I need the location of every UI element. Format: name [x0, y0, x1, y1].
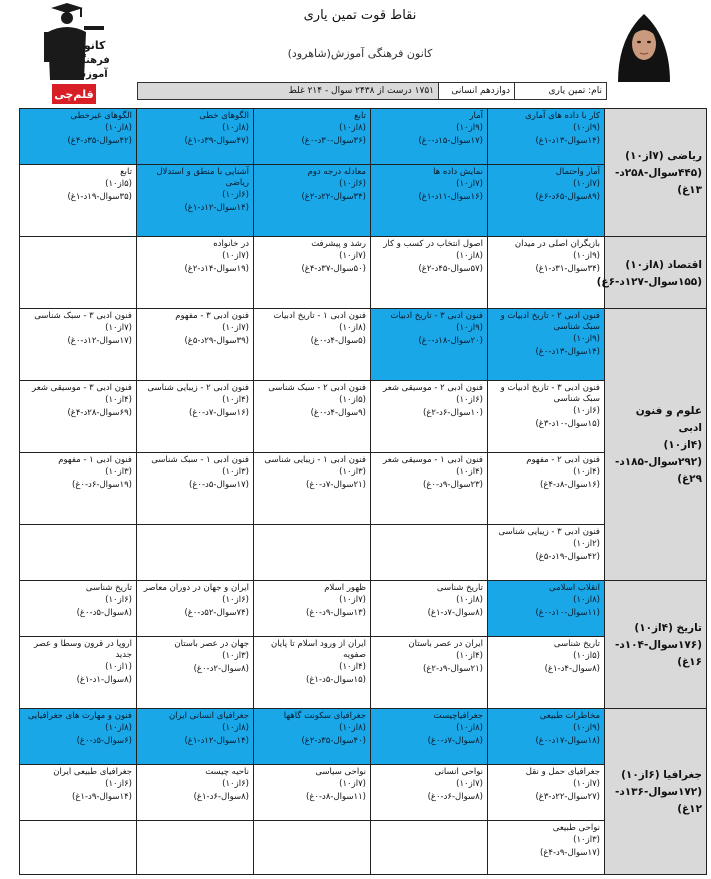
topic-cell [488, 525, 605, 581]
topic-title: جغرافیاچیست [433, 711, 483, 721]
topic-cell [20, 381, 137, 453]
topic-title: کار با داده های آماری [525, 111, 600, 121]
topic-score: (۶از۱۰) [222, 779, 249, 789]
topic-title: مخاطرات طبیعی [539, 711, 600, 721]
topic-cell [371, 581, 488, 637]
topic-score: (۹از۱۰) [573, 251, 600, 261]
topic-title: الگوهای غیرخطی [70, 111, 132, 121]
topic-stats: (۵سوال-۴د-۰غ) [310, 336, 366, 346]
topic-stats: (۲۳سوال-۹د-۰غ) [423, 480, 483, 490]
topic-cell [20, 525, 137, 581]
table-row [20, 525, 707, 581]
topic-score: (۹از۱۰) [573, 723, 600, 733]
topic-stats: (۲۷سوال-۲۲د-۳غ) [535, 792, 600, 802]
topic-score: (۸از۱۰) [105, 123, 132, 133]
topic-title: اصول انتخاب در کسب و کار [383, 239, 483, 249]
topic-score: (۷از۱۰) [222, 323, 249, 333]
topic-stats: (۱۷سوال-۱۲د-۰غ) [67, 336, 132, 346]
lesson-label: تاریخ (۴از۱۰) (۱۷۶سوال-۱۰۴د- ۱۶غ) [614, 622, 702, 668]
table-row [20, 709, 707, 765]
topic-title: تاریخ شناسی [436, 583, 483, 593]
topic-title: انقلاب اسلامی [549, 583, 600, 593]
topic-title: نواحی انسانی [434, 767, 483, 777]
lesson-label: جغرافیا (۶از۱۰) (۱۷۲سوال-۱۳۶د- ۱۲غ) [614, 769, 702, 815]
logo-line-4: قلم‌چی [54, 88, 94, 101]
topic-stats: (۱۶سوال-۷د-۰غ) [189, 408, 249, 418]
lesson-header [596, 237, 707, 309]
topic-stats: (۱۹سوال-۶د-۰غ) [72, 480, 132, 490]
topic-cell [137, 765, 254, 821]
topic-title: فنون ادبی ۱ - تاریخ ادبیات [273, 311, 366, 321]
topic-score: (۵از۱۰) [105, 179, 132, 189]
table-row [20, 453, 707, 525]
topic-score: (۷از۱۰) [456, 179, 483, 189]
topic-title: فنون ادبی ۳ - تاریخ ادبیات و سبک شناسی [500, 383, 600, 404]
topic-score: (۷از۱۰) [573, 179, 600, 189]
topic-score: (۹از۱۰) [456, 323, 483, 333]
topic-title: تاریخ شناسی [85, 583, 132, 593]
topic-cell [488, 237, 605, 309]
topic-title: فنون ادبی ۳ - موسیقی شعر [32, 383, 132, 393]
topic-cell [371, 237, 488, 309]
table-row [20, 637, 707, 709]
topic-score: (۵از۱۰) [339, 395, 366, 405]
topic-title: فنون ادبی ۱ - سبک شناسی [151, 455, 249, 465]
table-row [20, 165, 707, 237]
topic-score: (۳از۱۰) [105, 467, 132, 477]
topic-stats: (۳۴سوال-۲۲د-۲غ) [301, 192, 366, 202]
topic-cell [488, 821, 605, 875]
table-row [20, 381, 707, 453]
topic-title: فنون و مهارت های جغرافیایی [27, 711, 132, 721]
topic-stats: (۸سوال-۵د-۰غ) [76, 608, 132, 618]
topic-stats: (۱۷سوال-۵د-۰غ) [189, 480, 249, 490]
topic-stats: (۹سوال-۴د-۰غ) [310, 408, 366, 418]
topic-cell [371, 309, 488, 381]
topic-score: (۴از۱۰) [456, 651, 483, 661]
topic-title: اروپا در قرون وسطا و عصر جدید [33, 639, 132, 660]
topic-cell [254, 765, 371, 821]
topic-score: (۷از۱۰) [573, 779, 600, 789]
topic-title: جهان در عصر باستان [174, 639, 249, 649]
topic-stats: (۳۶سوال-۳۰د-۰غ) [301, 136, 366, 146]
topic-cell [20, 821, 137, 875]
student-photo [612, 6, 676, 82]
topic-cell [488, 109, 605, 165]
topic-cell [137, 309, 254, 381]
topic-cell [20, 453, 137, 525]
topic-title: جغرافیای انسانی ایران [168, 711, 249, 721]
topic-score: (۷از۱۰) [339, 779, 366, 789]
topic-stats: (۶۹سوال-۲۸د-۴غ) [67, 408, 132, 418]
topic-title: آمار [469, 111, 483, 121]
topic-score: (۶از۱۰) [339, 179, 366, 189]
topic-title: بازیگران اصلی در میدان [514, 239, 600, 249]
lesson-header [605, 109, 707, 237]
topic-cell [137, 709, 254, 765]
topic-cell [254, 709, 371, 765]
logo-line-1: کانون [74, 39, 106, 52]
topic-score: (۴از۱۰) [222, 395, 249, 405]
topic-score: (۶از۱۰) [456, 395, 483, 405]
topic-title: فنون ادبی ۳ - مفهوم [175, 311, 249, 321]
topic-score: (۷از۱۰) [105, 323, 132, 333]
topic-stats: (۱۴سوال-۱۲د-۱غ) [184, 736, 249, 746]
topic-score: (۳از۱۰) [573, 835, 600, 845]
topic-cell [20, 637, 137, 709]
topic-score: (۲از۱۰) [573, 539, 600, 549]
topic-title: در خانواده [213, 239, 249, 249]
topic-title: نواحی سیاسی [315, 767, 366, 777]
topic-stats: (۸سوال-۷د-۰غ) [427, 736, 483, 746]
topic-cell [20, 709, 137, 765]
topic-stats: (۸سوال-۷د-۱غ) [427, 608, 483, 618]
topic-stats: (۱۷سوال-۹د-۴غ) [540, 848, 600, 858]
topic-cell [371, 525, 488, 581]
topic-stats: (۱۳سوال-۹د-۰غ) [306, 608, 366, 618]
topic-stats: (۲۱سوال-۹د-۲غ) [423, 664, 483, 674]
topic-score: (۸از۱۰) [222, 123, 249, 133]
topic-score: (۶از۱۰) [222, 595, 249, 605]
topic-title: جغرافیای سکونت گاهها [283, 711, 366, 721]
topic-stats: (۳۴سوال-۳۱د-۱غ) [535, 264, 600, 274]
topic-cell [137, 381, 254, 453]
topic-score: (۶از۱۰) [222, 190, 249, 200]
topic-stats: (۸سوال-۶د-۱غ) [193, 792, 249, 802]
topic-score: (۸از۱۰) [573, 595, 600, 605]
topic-title: فنون ادبی ۲ - موسیقی شعر [383, 383, 483, 393]
topic-stats: (۱۱سوال-۸د-۰غ) [306, 792, 366, 802]
topic-title: معادله درجه دوم [307, 167, 366, 177]
topic-stats: (۱۶سوال-۸د-۴غ) [540, 480, 600, 490]
topic-score: (۸از۱۰) [105, 723, 132, 733]
topic-stats: (۱۶سوال-۱۱د-۱غ) [418, 192, 483, 202]
topic-title: فنون ادبی ۲ - زیبایی شناسی [147, 383, 249, 393]
topic-cell [254, 581, 371, 637]
topic-title: فنون ادبی ۲ - مفهوم [526, 455, 600, 465]
topic-stats: (۱۷سوال-۱۵د-۰غ) [418, 136, 483, 146]
topic-cell [371, 453, 488, 525]
lesson-header [605, 709, 707, 875]
topic-cell [488, 581, 605, 637]
topic-cell [254, 165, 371, 237]
topic-stats: (۴۷سوال-۳۹د-۱غ) [184, 136, 249, 146]
topic-cell [137, 453, 254, 525]
page-title: نقاط قوت تمین یاری [303, 8, 417, 23]
topic-stats: (۳۵سوال-۱۹د-۱غ) [67, 192, 132, 202]
topic-score: (۷از۱۰) [339, 251, 366, 261]
topic-cell [371, 709, 488, 765]
topic-title: فنون ادبی ۳ - سبک شناسی [34, 311, 132, 321]
topic-cell [137, 581, 254, 637]
topic-stats: (۱۴سوال-۱۲د-۱غ) [184, 203, 249, 213]
topic-stats: (۱۸سوال-۱۷د-۰غ) [535, 736, 600, 746]
topic-title: آشنایی با منطق و استدلال ریاضی [156, 167, 249, 188]
topic-score: (۷از۱۰) [456, 779, 483, 789]
topic-cell [488, 381, 605, 453]
topic-title: جغرافیای حمل و نقل [525, 767, 600, 777]
topic-title: نمایش داده ها [433, 167, 483, 177]
topic-cell [254, 309, 371, 381]
topic-cell [371, 109, 488, 165]
topic-title: جغرافیای طبیعی ایران [53, 767, 132, 777]
topic-cell [137, 109, 254, 165]
topic-title: رشد و پیشرفت [311, 239, 366, 249]
topic-cell [254, 525, 371, 581]
topic-score: (۶از۱۰) [105, 595, 132, 605]
topic-stats: (۲۰سوال-۱۸د-۰غ) [418, 336, 483, 346]
topic-cell [488, 453, 605, 525]
topic-stats: (۱۵سوال-۱۰د-۳غ) [535, 419, 600, 429]
topic-stats: (۴۲سوال-۳۵د-۴غ) [67, 136, 132, 146]
topic-stats: (۱۴سوال-۱۳د-۰غ) [535, 347, 600, 357]
topic-cell [488, 309, 605, 381]
topic-cell [254, 109, 371, 165]
topic-cell [20, 309, 137, 381]
topic-title: فنون ادبی ۲ - سبک شناسی [268, 383, 366, 393]
topic-stats: (۷۴سوال-۵۲د-۰غ) [184, 608, 249, 618]
topic-cell [20, 109, 137, 165]
topic-cell [137, 165, 254, 237]
topic-stats: (۸۹سوال-۶۵د-۶غ) [535, 192, 600, 202]
strengths-table [19, 108, 707, 875]
topic-score: (۶از۱۰) [105, 779, 132, 789]
topic-cell [137, 525, 254, 581]
topic-title: ایران از ورود اسلام تا پایان صفویه [270, 639, 366, 660]
topic-score: (۴از۱۰) [105, 395, 132, 405]
topic-stats: (۸سوال-۴د-۱غ) [544, 664, 600, 674]
lesson-label: اقتصاد (۸از۱۰) (۱۵۵سوال-۱۲۷د-۶غ) [596, 258, 702, 288]
student-info-table [137, 82, 607, 100]
topic-title: تابع [120, 167, 132, 177]
lesson-label: ریاضی (۷از۱۰) (۴۴۵سوال-۲۵۸د- ۱۳غ) [614, 150, 702, 196]
student-name: نام: تمین یاری [515, 83, 607, 100]
topic-score: (۳از۱۰) [222, 651, 249, 661]
topic-cell [20, 581, 137, 637]
topic-cell [488, 709, 605, 765]
topic-stats: (۱۹سوال-۱۴د-۲غ) [184, 264, 249, 274]
topic-cell [20, 237, 137, 309]
topic-score: (۸از۱۰) [339, 323, 366, 333]
topic-score: (۹از۱۰) [573, 334, 600, 344]
topic-cell [254, 237, 371, 309]
table-row [20, 309, 707, 381]
topic-score: (۶از۱۰) [573, 406, 600, 416]
table-row [20, 821, 707, 875]
topic-score: (۱از۱۰) [105, 662, 132, 672]
topic-cell [371, 381, 488, 453]
topic-stats: (۱۱سوال-۱۰د-۰غ) [535, 608, 600, 618]
topic-title: تابع [354, 111, 366, 121]
topic-score: (۵از۱۰) [573, 651, 600, 661]
topic-cell [20, 765, 137, 821]
topic-stats: (۸سوال-۱د-۱غ) [76, 675, 132, 685]
lesson-header [605, 581, 707, 709]
topic-cell [137, 237, 254, 309]
topic-title: تاریخ شناسی [553, 639, 600, 649]
topic-stats: (۱۴سوال-۹د-۱غ) [72, 792, 132, 802]
topic-cell [20, 165, 137, 237]
lesson-label: علوم و فنون ادبی (۴از۱۰) (۲۹۲سوال-۱۸۵د- ۲۹غ) [614, 405, 702, 485]
topic-title: فنون ادبی ۱ - موسیقی شعر [383, 455, 483, 465]
topic-cell [254, 821, 371, 875]
topic-score: (۹از۱۰) [573, 123, 600, 133]
table-row [20, 581, 707, 637]
topic-score: (۸از۱۰) [222, 723, 249, 733]
topic-cell [137, 637, 254, 709]
topic-title: ظهور اسلام [324, 583, 366, 593]
topic-cell [488, 765, 605, 821]
topic-cell [254, 381, 371, 453]
topic-title: ایران در عصر باستان [408, 639, 483, 649]
topic-stats: (۸سوال-۲د-۰غ) [193, 664, 249, 674]
student-grade: دوازدهم انسانی [439, 83, 515, 100]
topic-title: فنون ادبی ۱ - مفهوم [58, 455, 132, 465]
topic-score: (۸از۱۰) [456, 723, 483, 733]
topic-score: (۷از۱۰) [339, 595, 366, 605]
topic-title: آمار واحتمال [555, 167, 600, 177]
topic-score: (۸از۱۰) [339, 723, 366, 733]
topic-score: (۴از۱۰) [573, 467, 600, 477]
topic-stats: (۱۵سوال-۵د-۱غ) [306, 675, 366, 685]
logo-line-3: آموزش [72, 69, 108, 80]
topic-stats: (۱۰سوال-۶د-۲غ) [423, 408, 483, 418]
topic-title: نواحی طبیعی [552, 823, 600, 833]
table-row [20, 765, 707, 821]
topic-title: فنون ادبی ۲ - تاریخ ادبیات و سبک شناسی [500, 311, 600, 332]
topic-title: ناحیه چیست [205, 767, 249, 777]
topic-cell [371, 765, 488, 821]
topic-stats: (۲۱سوال-۷د-۰غ) [306, 480, 366, 490]
topic-score: (۹از۱۰) [456, 123, 483, 133]
topic-stats: (۸سوال-۶د-۰غ) [427, 792, 483, 802]
topic-score: (۸از۱۰) [456, 251, 483, 261]
kanoon-logo [34, 2, 108, 106]
institute-name: کانون فرهنگی آموزش(شاهرود) [287, 47, 433, 60]
table-row [20, 237, 707, 309]
topic-stats: (۱۴سوال-۱۳د-۱غ) [535, 136, 600, 146]
topic-stats: (۴۰سوال-۳۵د-۲غ) [301, 736, 366, 746]
topic-title: الگوهای خطی [199, 111, 249, 121]
topic-score: (۴از۱۰) [339, 662, 366, 672]
topic-cell [488, 637, 605, 709]
topic-score: (۳از۱۰) [339, 467, 366, 477]
topic-title: فنون ادبی ۱ - زیبایی شناسی [264, 455, 366, 465]
topic-stats: (۶سوال-۵د-۰غ) [76, 736, 132, 746]
topic-score: (۳از۱۰) [222, 467, 249, 477]
topic-cell [371, 165, 488, 237]
topic-cell [137, 821, 254, 875]
topic-cell [371, 821, 488, 875]
topic-cell [254, 453, 371, 525]
topic-cell [254, 637, 371, 709]
topic-stats: (۵۰سوال-۳۷د-۴غ) [301, 264, 366, 274]
topic-stats: (۵۷سوال-۴۵د-۲غ) [418, 264, 483, 274]
answer-stats: ۱۷۵۱ درست از ۲۴۳۸ سوال - ۲۱۴ غلط [138, 83, 439, 100]
topic-title: ایران و جهان در دوران معاصر [143, 583, 249, 593]
topic-score: (۷از۱۰) [222, 251, 249, 261]
topic-title: فنون ادبی ۳ - تاریخ ادبیات [390, 311, 483, 321]
table-row [20, 109, 707, 165]
topic-title: فنون ادبی ۳ - زیبایی شناسی [498, 527, 600, 537]
topic-cell [371, 637, 488, 709]
logo-line-2: فرهنگی [70, 55, 110, 66]
topic-score: (۸از۱۰) [456, 595, 483, 605]
topic-cell [488, 165, 605, 237]
topic-stats: (۴۲سوال-۱۹د-۵غ) [535, 552, 600, 562]
topic-stats: (۳۹سوال-۲۹د-۵غ) [184, 336, 249, 346]
topic-score: (۸از۱۰) [339, 123, 366, 133]
topic-score: (۴از۱۰) [456, 467, 483, 477]
lesson-header [605, 309, 707, 581]
